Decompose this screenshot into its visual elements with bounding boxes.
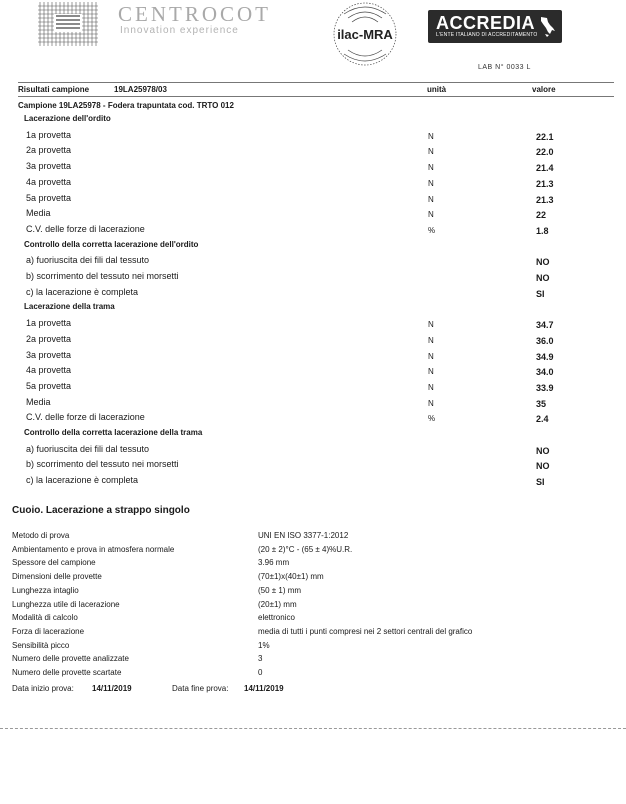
col-header-sample: Risultati campione: [18, 85, 90, 94]
row-label: a) fuoriuscita dei fili dal tessuto: [26, 443, 150, 454]
row-value: 34.7: [536, 320, 554, 331]
end-date: 14/11/2019: [244, 684, 284, 693]
row-value: NO: [536, 273, 550, 283]
param-value: media di tutti i punti compresi nei 2 settori centrali del grafico: [258, 626, 473, 636]
row-value: 21.4: [536, 163, 554, 174]
group-heading: Controllo della corretta lacerazione dell'ordito: [24, 239, 199, 249]
row-value: 36.0: [536, 335, 554, 346]
sample-code: 19LA25978/03: [114, 85, 167, 94]
row-unit: N: [428, 210, 434, 220]
row-unit: N: [428, 351, 434, 361]
row-label: b) scorrimento del tessuto nei morsetti: [26, 271, 179, 281]
param-label: Modalità di calcolo: [12, 613, 78, 623]
row-value: NO: [536, 461, 550, 472]
row-unit: %: [428, 414, 436, 424]
row-label: 2a provetta: [26, 145, 72, 156]
param-value: (20±1) mm: [258, 599, 297, 609]
param-label: Forza di lacerazione: [12, 626, 85, 636]
param-value: elettronico: [258, 613, 295, 623]
ilac-mra-logo: [330, 0, 400, 72]
param-label: Dimensioni delle provette: [12, 572, 102, 582]
param-value: 1%: [258, 640, 270, 650]
param-label: Metodo di prova: [12, 531, 70, 540]
row-label: 5a provetta: [26, 192, 72, 203]
row-label: 1a provetta: [26, 129, 72, 140]
row-value: 22.1: [536, 131, 554, 142]
sample-description: Campione 19LA25978 - Fodera trapuntata cod. TRTO 012: [18, 101, 234, 110]
row-label: c) la lacerazione è completa: [26, 286, 139, 297]
param-value: 3: [258, 654, 263, 664]
start-date-label: Data inizio prova:: [12, 684, 74, 693]
end-date-label: Data fine prova:: [172, 684, 229, 693]
accredia-name: ACCREDIA: [436, 13, 536, 33]
centrocot-name: CENTROCOT: [118, 2, 271, 26]
row-value: 22: [536, 210, 547, 221]
param-label: Numero delle provette analizzate: [12, 654, 129, 664]
row-unit: N: [428, 320, 434, 330]
param-value: (50 ± 1) mm: [258, 585, 302, 595]
page-bottom-rule: [0, 728, 626, 729]
col-header-value: valore: [532, 85, 556, 94]
group-heading: Lacerazione dell'ordito: [24, 114, 111, 123]
row-label: a) fuoriuscita dei fili dal tessuto: [26, 255, 150, 266]
row-unit: N: [428, 147, 434, 157]
row-value: 35: [536, 398, 547, 409]
group-heading: Lacerazione della trama: [24, 302, 115, 312]
param-value: UNI EN ISO 3377-1:2012: [258, 531, 349, 540]
row-label: 4a provetta: [26, 176, 72, 187]
param-label: Lunghezza intaglio: [12, 585, 79, 595]
row-value: 34.0: [536, 367, 554, 378]
lab-number: LAB N° 0033 L: [478, 64, 531, 71]
row-label: Media: [26, 396, 51, 407]
accredia-logo: [428, 10, 562, 43]
param-label: Ambientamento e prova in atmosfera normale: [12, 544, 175, 554]
row-label: 5a provetta: [26, 380, 72, 391]
row-label: C.V. delle forze di lacerazione: [26, 412, 145, 423]
param-label: Numero delle provette scartate: [12, 668, 122, 677]
row-value: 1.8: [536, 225, 549, 236]
row-unit: N: [428, 398, 434, 408]
row-label: Media: [26, 208, 51, 219]
row-value: 21.3: [536, 194, 554, 205]
row-label: b) scorrimento del tessuto nei morsetti: [26, 459, 179, 470]
row-value: NO: [536, 445, 550, 456]
param-label: Sensibilità picco: [12, 640, 70, 650]
row-value: NO: [536, 257, 550, 268]
start-date: 14/11/2019: [92, 684, 132, 693]
row-unit: N: [428, 367, 434, 377]
row-unit: N: [428, 178, 434, 188]
row-value: SI: [536, 288, 545, 299]
param-label: Spessore del campione: [12, 558, 96, 568]
row-value: SI: [536, 477, 545, 488]
ilac-label: ilac-MRA: [337, 27, 393, 42]
row-value: 2.4: [536, 414, 549, 425]
row-value: 22.0: [536, 147, 554, 158]
accredia-subtitle: L'ENTE ITALIANO DI ACCREDITAMENTO: [436, 32, 538, 38]
row-label: 3a provetta: [26, 161, 72, 172]
row-label: 4a provetta: [26, 365, 72, 376]
row-unit: %: [428, 225, 436, 235]
col-header-unit: unità: [427, 85, 447, 94]
row-label: c) la lacerazione è completa: [26, 475, 139, 486]
section-title: Cuoio. Lacerazione a strappo singolo: [12, 505, 190, 516]
row-value: 21.3: [536, 178, 554, 189]
row-unit: N: [428, 382, 434, 392]
table-top-rule: [18, 82, 614, 83]
row-unit: N: [428, 194, 434, 204]
param-value: (70±1)x(40±1) mm: [258, 572, 324, 582]
param-value: 0: [258, 668, 263, 677]
row-value: 34.9: [536, 351, 554, 362]
group-heading: Controllo della corretta lacerazione della trama: [24, 428, 203, 437]
row-label: C.V. delle forze di lacerazione: [26, 223, 145, 234]
row-label: 3a provetta: [26, 349, 72, 360]
row-value: 33.9: [536, 382, 554, 393]
table-header-rule: [18, 96, 614, 97]
param-value: (20 ± 2)°C - (65 ± 4)%U.R.: [258, 544, 353, 554]
row-unit: N: [428, 131, 434, 141]
italy-map-icon: [538, 16, 556, 38]
param-value: 3.96 mm: [258, 558, 290, 568]
centrocot-tagline: Innovation experience: [120, 25, 239, 36]
row-unit: N: [428, 335, 434, 345]
row-label: 2a provetta: [26, 333, 72, 344]
centrocot-logo-mark: [36, 0, 100, 48]
param-label: Lunghezza utile di lacerazione: [12, 599, 120, 609]
row-label: 1a provetta: [26, 318, 72, 329]
row-unit: N: [428, 163, 434, 173]
